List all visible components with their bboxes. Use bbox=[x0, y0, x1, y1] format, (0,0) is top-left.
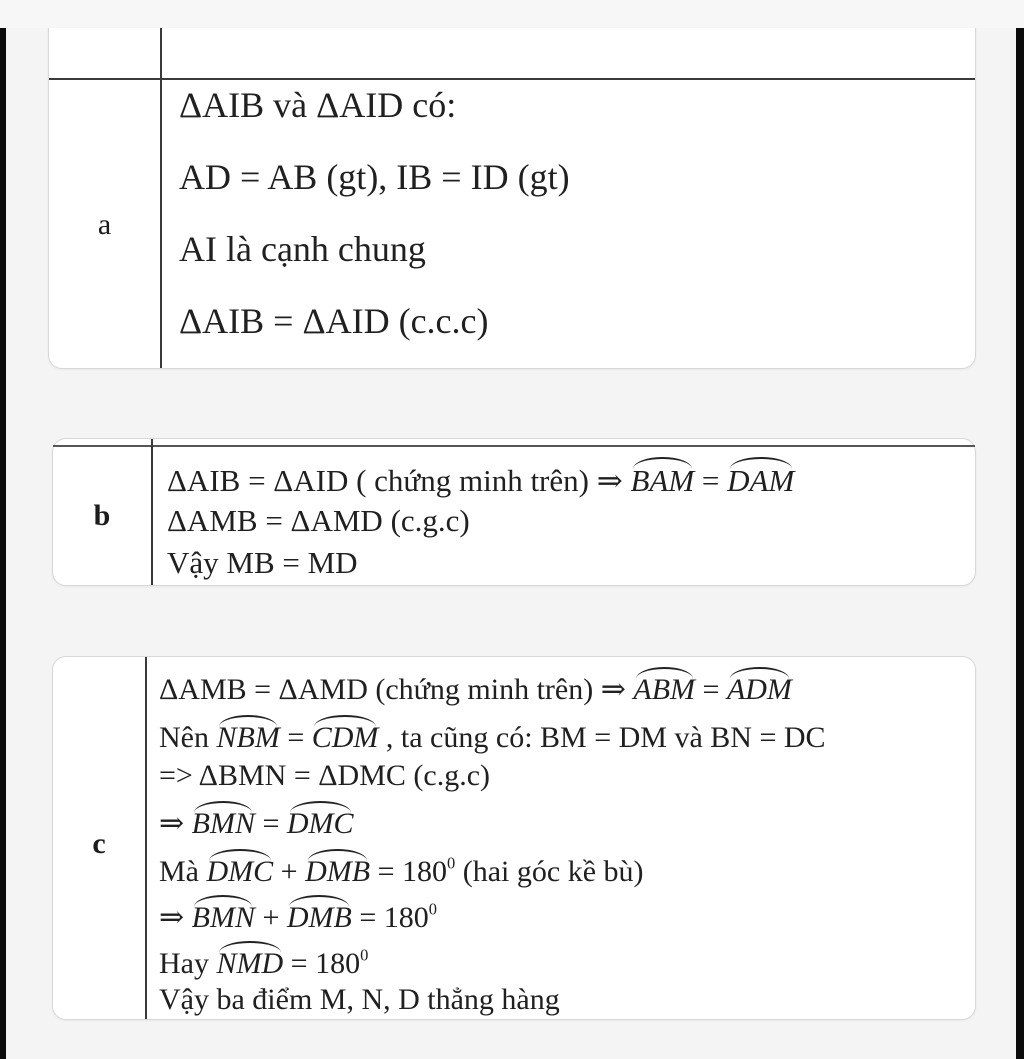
part-a-line-1: ΔAIB và ΔAID có: bbox=[179, 85, 457, 125]
part-b-line-2: ΔAMB = ΔAMD (c.g.c) bbox=[167, 503, 470, 538]
part-b-line-1-eq: = bbox=[694, 463, 728, 498]
part-b-column-divider bbox=[151, 439, 153, 585]
part-c-label: c bbox=[92, 827, 106, 860]
part-c-line-5 bbox=[159, 851, 644, 889]
angle-nbm: NBM bbox=[216, 717, 279, 755]
part-c-line-6-eq: = 180 bbox=[351, 901, 429, 934]
part-c-line-3: => ΔBMN = ΔDMC (c.g.c) bbox=[159, 759, 490, 792]
angle-bmn: BMN bbox=[192, 803, 255, 841]
part-c-line-7 bbox=[159, 943, 368, 981]
part-a-table bbox=[48, 28, 976, 369]
part-c-line-4-pre: ⇒ bbox=[159, 807, 192, 840]
part-c-line-2 bbox=[159, 717, 826, 755]
part-a-line-4: ΔAIB = ΔAID (c.c.c) bbox=[179, 301, 489, 341]
part-b-line-1 bbox=[167, 459, 794, 499]
part-c-line-7-eq: = 180 bbox=[283, 947, 361, 980]
part-c-line-6 bbox=[159, 897, 437, 935]
angle-nmd: NMD bbox=[216, 943, 283, 981]
part-c-line-5-plus: + bbox=[273, 855, 306, 888]
part-b-line-1-text: ΔAIB = ΔAID ( chứng minh trên) ⇒ bbox=[167, 463, 631, 498]
part-c-line-2-pre: Nên bbox=[159, 721, 217, 754]
part-c-line-1-eq: = bbox=[695, 673, 727, 706]
part-c-line-1 bbox=[159, 669, 792, 707]
part-c-line-7-pre: Hay bbox=[159, 947, 217, 980]
angle-bmn-2: BMN bbox=[192, 897, 255, 935]
angle-abm: ABM bbox=[633, 669, 695, 707]
part-c-line-2-post: , ta cũng có: BM = DM và BN = DC bbox=[378, 721, 826, 754]
degree-mark-2: 0 bbox=[428, 899, 438, 919]
part-c-column-divider bbox=[145, 657, 147, 1019]
angle-bam: BAM bbox=[630, 459, 694, 499]
part-b-line-3: Vậy MB = MD bbox=[167, 545, 358, 580]
column-divider bbox=[160, 28, 162, 368]
part-c-line-4 bbox=[159, 803, 354, 841]
header-row-divider bbox=[49, 78, 975, 80]
part-c-line-5-eq: = 180 bbox=[370, 855, 447, 888]
part-b-label: b bbox=[93, 499, 111, 532]
degree-mark-3: 0 bbox=[360, 945, 369, 965]
part-c-line-5-post: (hai góc kề bù) bbox=[455, 855, 644, 888]
angle-dam: DAM bbox=[727, 459, 794, 499]
part-c-line-6-plus: + bbox=[254, 901, 287, 934]
angle-adm: ADM bbox=[727, 669, 792, 707]
part-c-line-8: Vậy ba điểm M, N, D thẳng hàng bbox=[159, 983, 560, 1016]
part-a-label: a bbox=[97, 208, 112, 241]
part-a-line-2: AD = AB (gt), IB = ID (gt) bbox=[179, 157, 570, 197]
part-a-line-3: AI là cạnh chung bbox=[179, 229, 426, 269]
part-c-table bbox=[52, 656, 976, 1020]
angle-dmc: DMC bbox=[287, 803, 354, 841]
part-c-line-4-eq: = bbox=[254, 807, 287, 840]
angle-dmc-2: DMC bbox=[207, 851, 274, 889]
angle-dmb-2: DMB bbox=[287, 897, 352, 935]
part-c-line-6-pre: ⇒ bbox=[159, 901, 192, 934]
angle-cdm: CDM bbox=[312, 717, 379, 755]
part-b-table bbox=[52, 438, 976, 586]
degree-mark: 0 bbox=[447, 853, 456, 873]
part-c-line-5-pre: Mà bbox=[159, 855, 207, 888]
part-c-line-2-eq: = bbox=[279, 721, 312, 754]
angle-dmb: DMB bbox=[305, 851, 370, 889]
part-c-line-1-text: ΔAMB = ΔAMD (chứng minh trên) ⇒ bbox=[159, 673, 634, 706]
top-strip bbox=[0, 0, 1024, 28]
part-b-top-border bbox=[53, 445, 975, 447]
